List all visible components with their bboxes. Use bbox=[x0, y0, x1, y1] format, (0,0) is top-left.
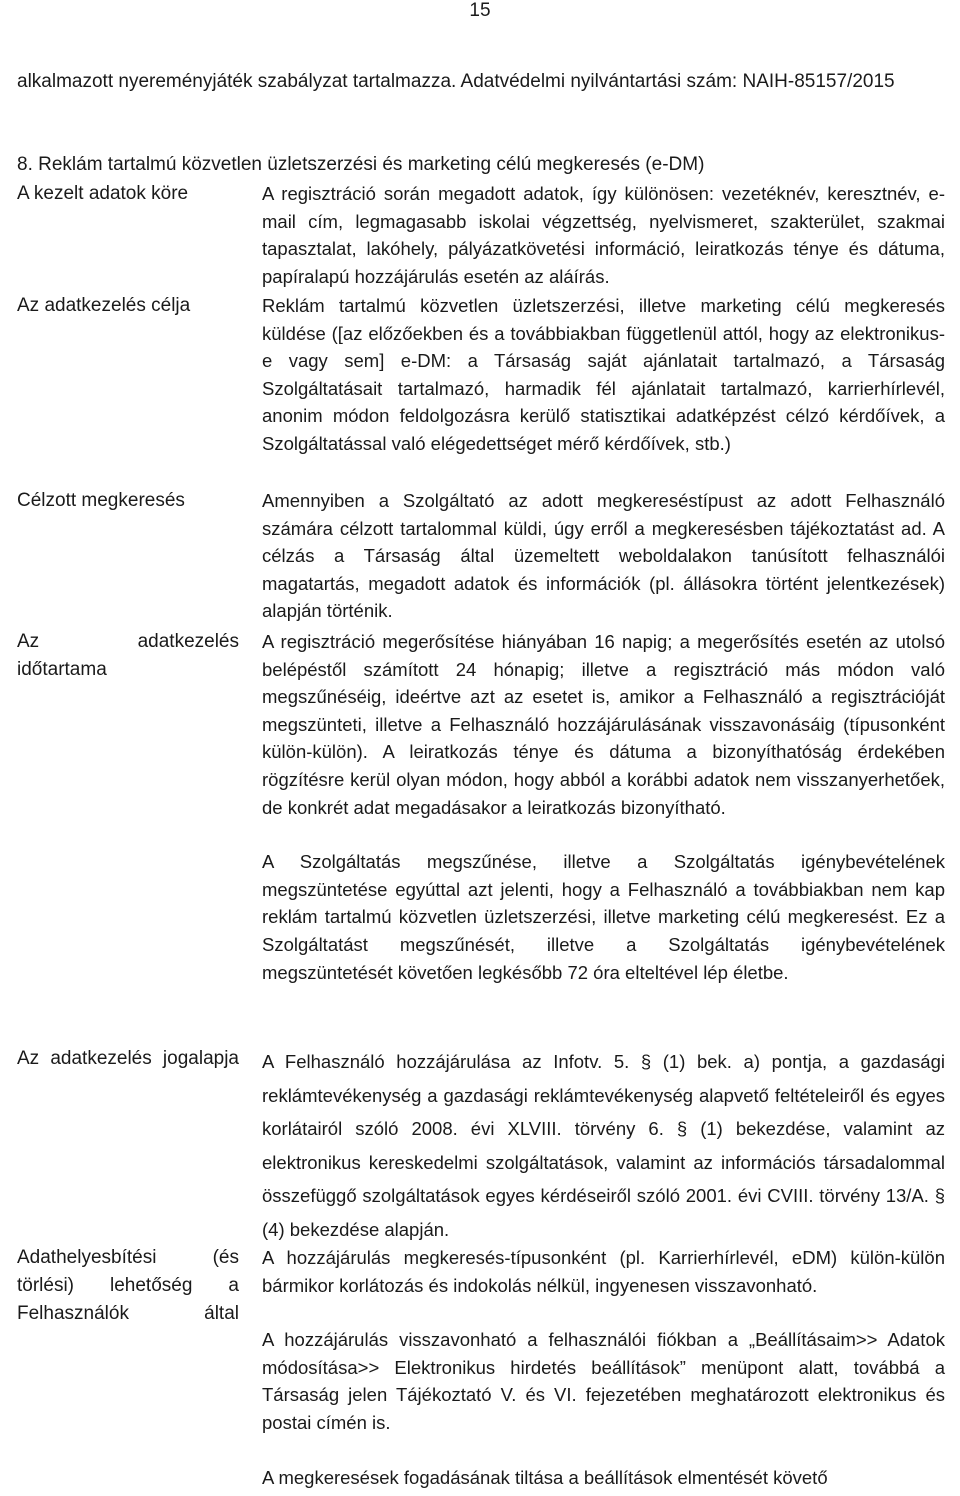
paragraph: A regisztráció során megadott adatok, így különösen: vezetéknév, keresztnév, e-mail cím, legmagasabb iskolai végzettség, nyelvismeret, szakterület, szakmai tapasztalat, lakóhely, pályázatkövetési információ, leiratkozás ténye és dátuma, papíralapú hozzájárulás esetén az aláírás. bbox=[262, 183, 945, 287]
row-label-scope: A kezelt adatok köre bbox=[17, 183, 189, 204]
row-label-duration: Az adatkezelés időtartama bbox=[17, 631, 239, 680]
section-title: 8. Reklám tartalmú közvetlen üzletszerzési és marketing célú megkeresés (e-DM) bbox=[17, 154, 705, 175]
row-label-purpose: Az adatkezelés célja bbox=[17, 295, 191, 316]
paragraph: Amennyiben a Szolgáltató az adott megkereséstípust az adott Felhasználó számára célzott tartalommal küldi, úgy erről a megkeresésben tájékoztatást ad. A célzás a Társaság által üzemeltett weboldalakon tanúsított felhasználói magatartás, megadott adatok és információk (pl. állásokra történt jelentkezések) alapján történik. bbox=[262, 490, 945, 622]
row-text-targeting bbox=[262, 487, 945, 625]
paragraph: A Felhasználó hozzájárulása az Infotv. 5. § (1) bek. a) pontja, a gazdasági reklámtevékenység a gazdasági reklámtevékenység alapvető feltételeiről és egyes korlátairól szóló 2008. évi XLVIII. törvény 6. § (1) bekezdése, valamint az elektronikus kereskedelmi szolgáltatások, valamint az információs társadalommal összefüggő szolgáltatások egyes kérdéseiről szóló 2001. évi CVIII. törvény 13/A. § (4) bekezdése alapján. bbox=[262, 1051, 945, 1240]
paragraph: A Szolgáltatás megszűnése, illetve a Szolgáltatás igénybevételének megszüntetése egyúttal azt jelenti, hogy a Felhasználó a továbbiakban nem kap reklám tartalmú közvetlen üzletszerzési, illetve marketing célú megkeresést. Ez a Szolgáltatást megszűnését, illetve a Szolgáltatás igénybevételének megszüntetését követően legkésőbb 72 óra elteltével lép életbe. bbox=[262, 851, 945, 983]
intro-paragraph: alkalmazott nyereményjáték szabályzat tartalmazza. Adatvédelmi nyilvántartási szám: NAIH-85157/2015 bbox=[17, 71, 895, 92]
row-text-rectification bbox=[262, 1244, 945, 1491]
paragraph: A regisztráció megerősítése hiányában 16 napig; a megerősítés esetén az utolsó belépéstől számított 24 hónapig; illetve a regisztráció más módon való megszűnéséig, ideértve azt az esetet is, amikor a Felhasználó a regisztrációját megszünteti, illetve a Felhasználó hozzájárulásának visszavonásáig (típusonként külön-külön). A leiratkozás ténye és dátuma a bizonyíthatóság érdekében rögzítésre kerül olyan módon, hogy abból a korábbi adatok nem visszanyerhetőek, de konkrét adat megadásakor a leiratkozás bizonyítható. bbox=[262, 631, 945, 818]
page-number: 15 bbox=[469, 0, 491, 21]
paragraph: A hozzájárulás megkeresés-típusonként (pl. Karrierhírlevél, eDM) külön-külön bármikor korlátozás és indokolás nélkül, ingyenesen visszavonható. bbox=[262, 1247, 945, 1296]
row-text-scope bbox=[262, 180, 945, 290]
row-text-legal-basis bbox=[262, 1045, 945, 1247]
row-label-legal-basis: Az adatkezelés jogalapja bbox=[17, 1048, 239, 1069]
row-text-purpose bbox=[262, 292, 945, 458]
paragraph: A megkeresések fogadásának tiltása a beállítások elmentését követő bbox=[262, 1466, 828, 1488]
row-label-rectification: Adathelyesbítési (és törlési) lehetőség a Felhasználók által bbox=[17, 1247, 239, 1324]
paragraph: Reklám tartalmú közvetlen üzletszerzési, illetve marketing célú megkeresés küldése ([az előzőekben és a továbbiakban függetlenül attól, hogy az elektronikus-e vagy sem] e-DM: a Társaság saját ajánlatait tartalmazó, a Társaság Szolgáltatásait tartalmazó, harmadik fél ajánlatait tartalmazó, karrierhírlevél, anonim módon feldolgozásra kerülő statisztikai adatképzést célzó kérdőívek, a Szolgáltatással való elégedettséget mérő kérdőívek, stb.) bbox=[262, 295, 945, 454]
row-text-duration bbox=[262, 628, 945, 986]
paragraph: A hozzájárulás visszavonható a felhasználói fiókban a „Beállításaim>> Adatok módosítása>> Elektronikus hirdetés beállítások” menüpont alatt, továbbá a Társaság jelen Tájékoztató V. és VI. fejezetében meghatározott elektronikus és postai címén is. bbox=[262, 1329, 945, 1433]
row-label-targeting: Célzott megkeresés bbox=[17, 490, 185, 511]
